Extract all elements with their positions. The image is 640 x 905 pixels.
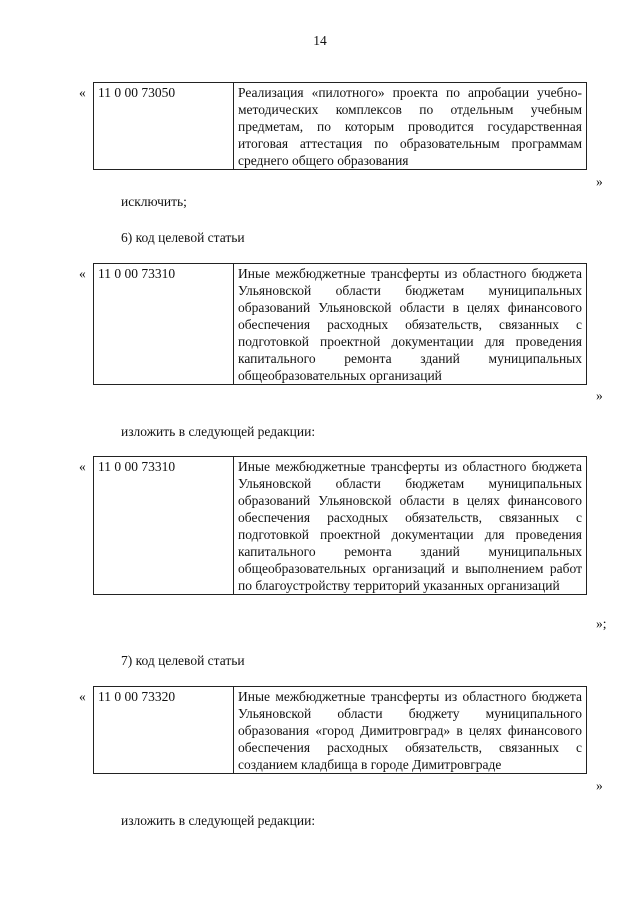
- code-cell: 11 0 00 73320: [94, 687, 234, 774]
- budget-code-table: [93, 263, 587, 385]
- code-cell: 11 0 00 73310: [94, 264, 234, 385]
- table-row: [94, 264, 587, 385]
- quote-open: «: [79, 85, 86, 100]
- code-cell: 11 0 00 73310: [94, 457, 234, 595]
- code-cell: 11 0 00 73050: [94, 83, 234, 170]
- description-cell: Иные межбюджетные трансферты из областного бюджета Ульяновской области бюджетам муниципальных образований Ульяновской области в целях финансового обеспечения расходных обязательств, связанных с подготовкой проектной документации для проведения капитального ремонта зданий муниципальных общеобразовательных организаций: [234, 264, 587, 385]
- paragraph-new-wording: изложить в следующей редакции:: [121, 424, 316, 439]
- paragraph-item-6: 6) код целевой статьи: [121, 230, 245, 245]
- quote-close: »: [596, 778, 603, 793]
- quote-open: «: [79, 459, 86, 474]
- budget-code-table: [93, 82, 587, 170]
- quote-close: »: [596, 174, 603, 189]
- paragraph-exclude: исключить;: [121, 194, 187, 209]
- description-cell: Реализация «пилотного» проекта по апробации учебно-методических комплексов по отдельным учебным предметам, по которым проводится государственная итоговая аттестация по образовательным программам среднего общего образования: [234, 83, 587, 170]
- quote-open: «: [79, 689, 86, 704]
- paragraph-item-7: 7) код целевой статьи: [121, 653, 245, 668]
- paragraph-new-wording: изложить в следующей редакции:: [121, 813, 316, 828]
- quote-close: »: [596, 388, 603, 403]
- page-number: 14: [313, 33, 327, 48]
- quote-close: »;: [596, 616, 607, 631]
- table-row: [94, 83, 587, 170]
- table-row: [94, 457, 587, 595]
- budget-code-table: [93, 686, 587, 774]
- budget-code-table: [93, 456, 587, 595]
- description-cell: Иные межбюджетные трансферты из областного бюджета Ульяновской области бюджетам муниципальных образований Ульяновской области в целях финансового обеспечения расходных обязательств, связанных с подготовкой проектной документации для проведения капитального ремонта зданий муниципальных общеобразовательных организаций и выполнением работ по благоустройству территорий указанных организаций: [234, 457, 587, 595]
- description-cell: Иные межбюджетные трансферты из областного бюджета Ульяновской области бюджету муниципального образования «город Димитровград» в целях финансового обеспечения расходных обязательств, связанных с созданием кладбища в городе Димитровграде: [234, 687, 587, 774]
- table-row: [94, 687, 587, 774]
- quote-open: «: [79, 266, 86, 281]
